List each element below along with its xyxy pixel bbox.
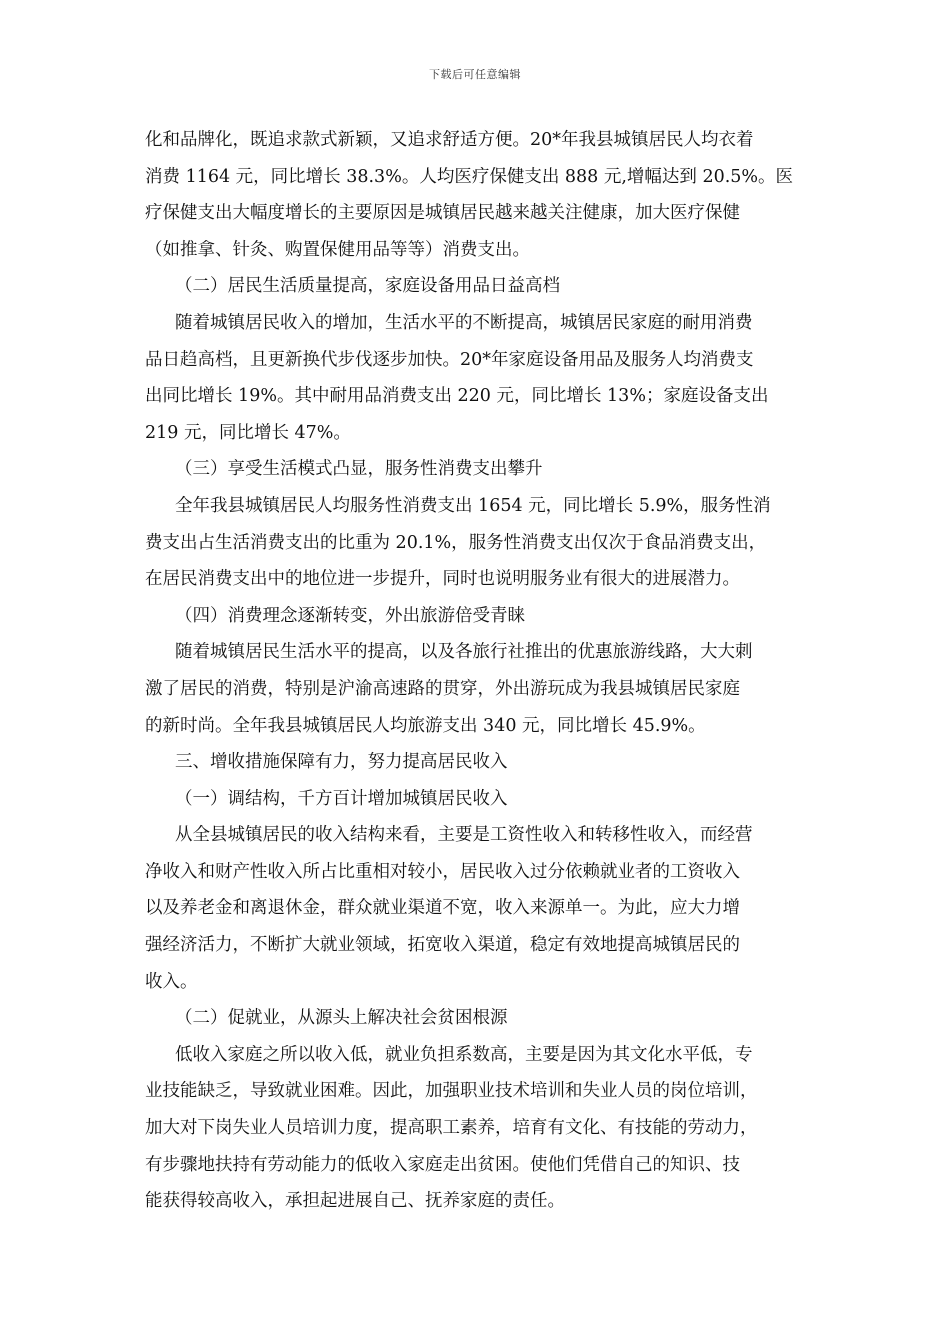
text-line: 能获得较高收入，承担起进展自己、抚养家庭的责任。 bbox=[145, 1191, 565, 1212]
text-line: （一）调结构，千方百计增加城镇居民收入 bbox=[175, 788, 508, 809]
text-line: 强经济活力，不断扩大就业领域，拓宽收入渠道，稳定有效地提高城镇居民的 bbox=[145, 935, 740, 956]
text-line: （四）消费理念逐渐转变，外出旅游倍受青睐 bbox=[175, 605, 525, 626]
text-line: （如推拿、针灸、购置保健用品等等）消费支出。 bbox=[145, 239, 530, 260]
page-header-note: 下载后可任意编辑 bbox=[429, 68, 521, 81]
text-line: 随着城镇居民生活水平的提高，以及各旅行社推出的优惠旅游线路，大大刺 bbox=[175, 642, 753, 663]
text-line: 低收入家庭之所以收入低，就业负担系数高，主要是因为其文化水平低，专 bbox=[175, 1044, 753, 1065]
text-line: 品日趋高档，且更新换代步伐逐步加快。20*年家庭设备用品及服务人均消费支 bbox=[145, 349, 754, 370]
document-body bbox=[145, 122, 807, 1220]
text-line: 全年我县城镇居民人均服务性消费支出 1654 元，同比增长 5.9%，服务性消 bbox=[175, 495, 771, 516]
text-line: 净收入和财产性收入所占比重相对较小，居民收入过分依赖就业者的工资收入 bbox=[145, 861, 740, 882]
text-line: 出同比增长 19%。其中耐用品消费支出 220 元，同比增长 13%；家庭设备支出 bbox=[145, 386, 769, 407]
text-line: 有步骤地扶持有劳动能力的低收入家庭走出贫困。使他们凭借自己的知识、技 bbox=[145, 1154, 740, 1175]
text-line: 三、增收措施保障有力，努力提高居民收入 bbox=[175, 752, 508, 773]
text-line: 随着城镇居民收入的增加，生活水平的不断提高，城镇居民家庭的耐用消费 bbox=[175, 312, 753, 333]
text-line: 收入。 bbox=[145, 971, 198, 992]
text-line: 业技能缺乏，导致就业困难。因此，加强职业技术培训和失业人员的岗位培训， bbox=[145, 1081, 758, 1102]
text-line: 的新时尚。全年我县城镇居民人均旅游支出 340 元，同比增长 45.9%。 bbox=[145, 715, 706, 736]
text-line: 在居民消费支出中的地位进一步提升，同时也说明服务业有很大的进展潜力。 bbox=[145, 569, 740, 590]
text-line: 消费 1164 元，同比增长 38.3%。人均医疗保健支出 888 元,增幅达到 20.5%。医 bbox=[145, 166, 794, 187]
text-line: （三）享受生活模式凸显，服务性消费支出攀升 bbox=[175, 459, 543, 480]
text-line: 从全县城镇居民的收入结构来看，主要是工资性收入和转移性收入，而经营 bbox=[175, 825, 753, 846]
text-line: 激了居民的消费，特别是沪渝高速路的贯穿，外出游玩成为我县城镇居民家庭 bbox=[145, 678, 740, 699]
text-line: 费支出占生活消费支出的比重为 20.1%，服务性消费支出仅次于食品消费支出， bbox=[145, 532, 767, 553]
text-line: （二）居民生活质量提高，家庭设备用品日益高档 bbox=[175, 276, 560, 297]
text-line: 219 元，同比增长 47%。 bbox=[145, 422, 351, 443]
text-line: 以及养老金和离退休金，群众就业渠道不宽，收入来源单一。为此，应大力增 bbox=[145, 898, 740, 919]
text-line: （二）促就业，从源头上解决社会贫困根源 bbox=[175, 1008, 508, 1029]
text-line: 加大对下岗失业人员培训力度，提高职工素养，培育有文化、有技能的劳动力， bbox=[145, 1118, 758, 1139]
text-line: 化和品牌化，既追求款式新颖，又追求舒适方便。20*年我县城镇居民人均衣着 bbox=[145, 130, 754, 150]
text-line: 疗保健支出大幅度增长的主要原因是城镇居民越来越关注健康，加大医疗保健 bbox=[145, 203, 740, 224]
